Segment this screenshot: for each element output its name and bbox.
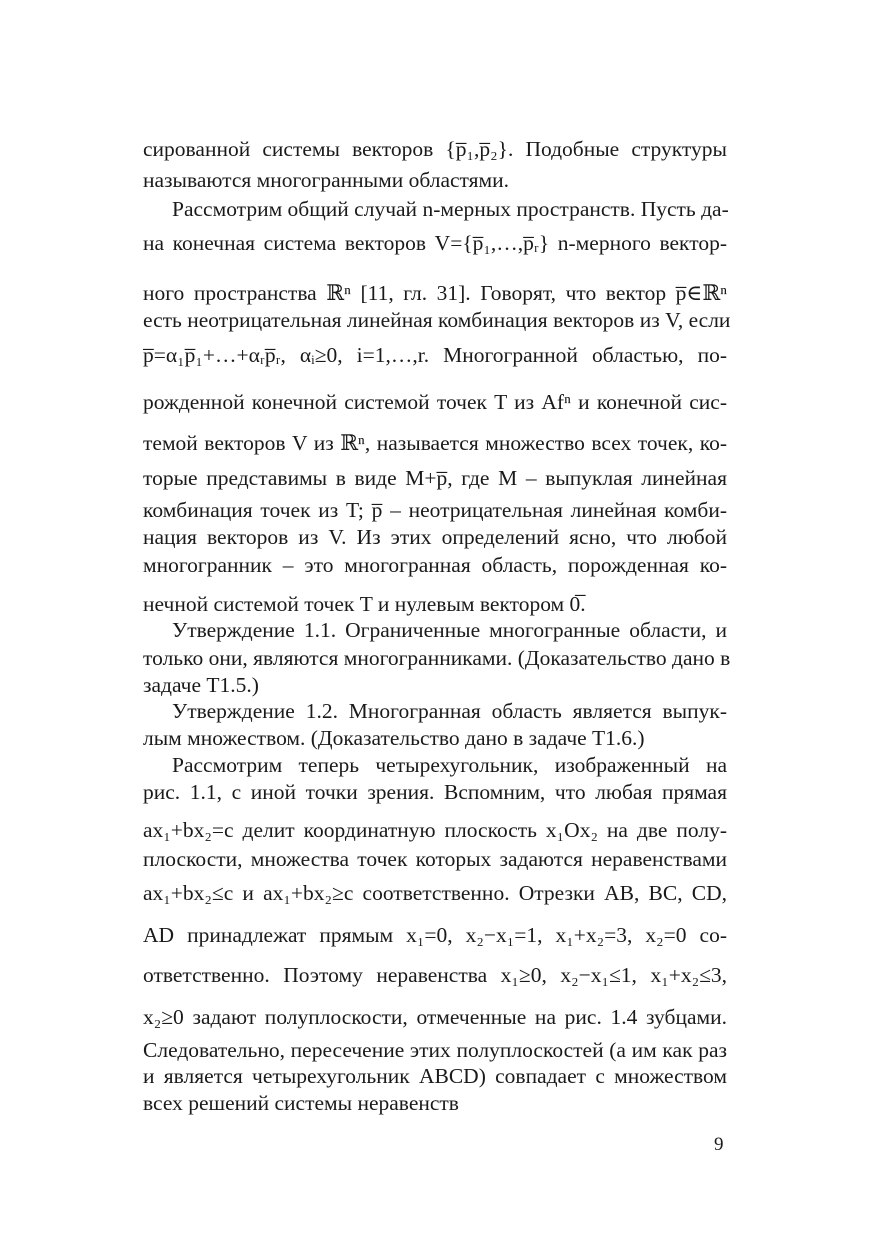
text-line-3: Рассмотрим общий случай n-мерных пространств. Пусть да-	[172, 197, 729, 221]
text-line-1: сированной системы векторов {p̅₁,p̅₂}. Подобные структуры	[143, 137, 727, 161]
statement-1-2-line-2: лым множеством. (Доказательство дано в задаче Т1.6.)	[143, 726, 645, 750]
page-number: 9	[714, 1134, 724, 1155]
statement-1-2-line-1: Утверждение 1.2. Многогранная область является выпук-	[172, 699, 727, 723]
text-line-24: ax₁+bx₂≤c и ax₁+bx₂≥c соответственно. Отрезки AB, BC, CD,	[143, 881, 727, 905]
text-line-11: комбинация точек из T; p̅ – неотрицательная линейная комби-	[143, 498, 727, 522]
text-line-6: есть неотрицательная линейная комбинация векторов из V, если	[143, 308, 731, 332]
text-line-9: темой векторов V из ℝⁿ, называется множество всех точек, ко-	[143, 431, 727, 455]
text-line-12: нация векторов из V. Из этих определений ясно, что любой	[143, 525, 727, 549]
text-line-13: многогранник – это многогранная область, порожденная ко-	[143, 553, 727, 577]
text-line-4: на конечная система векторов V={p̅₁,…,p̅ᵣ} n-мерного вектор-	[143, 231, 727, 255]
text-line-14: нечной системой точек T и нулевым вектором 0̅.	[143, 592, 586, 616]
text-line-8: рожденной конечной системой точек T из Afⁿ и конечной сис-	[143, 390, 727, 414]
text-line-25: AD принадлежат прямым x₁=0, x₂−x₁=1, x₁+x₂=3, x₂=0 со-	[143, 923, 727, 947]
text-line-22: ax₁+bx₂=c делит координатную плоскость x₁Ox₂ на две полу-	[143, 818, 727, 842]
text-line-28: Следовательно, пересечение этих полуплоскостей (а им как раз	[143, 1038, 727, 1062]
text-line-23: плоскости, множества точек которых задаются неравенствами	[143, 847, 727, 871]
statement-1-1-line-2: только они, являются многогранниками. (Доказательство дано в	[143, 646, 731, 670]
text-line-29: и является четырехугольник ABCD) совпадает с множеством	[143, 1064, 727, 1088]
statement-1-1-line-3: задаче Т1.5.)	[143, 673, 259, 697]
text-line-27: x₂≥0 задают полуплоскости, отмеченные на рис. 1.4 зубцами.	[143, 1005, 727, 1029]
text-line-30: всех решений системы неравенств	[143, 1091, 459, 1115]
text-line-20: Рассмотрим теперь четырехугольник, изображенный на	[172, 753, 727, 777]
statement-1-1-line-1: Утверждение 1.1. Ограниченные многогранные области, и	[172, 618, 727, 642]
text-line-5: ного пространства ℝⁿ [11, гл. 31]. Говорят, что вектор p̅∈ℝⁿ	[143, 281, 727, 305]
text-line-21: рис. 1.1, с иной точки зрения. Вспомним, что любая прямая	[143, 780, 727, 804]
text-line-10: торые представимы в виде M+p̅, где M – выпуклая линейная	[143, 466, 727, 490]
text-line-26: ответственно. Поэтому неравенства x₁≥0, x₂−x₁≤1, x₁+x₂≤3,	[143, 963, 727, 987]
text-line-7: p̅=α₁p̅₁+…+αᵣp̅ᵣ, αᵢ≥0, i=1,…,r. Многогранной областью, по-	[143, 343, 727, 367]
text-line-2: называются многогранными областями.	[143, 168, 510, 192]
